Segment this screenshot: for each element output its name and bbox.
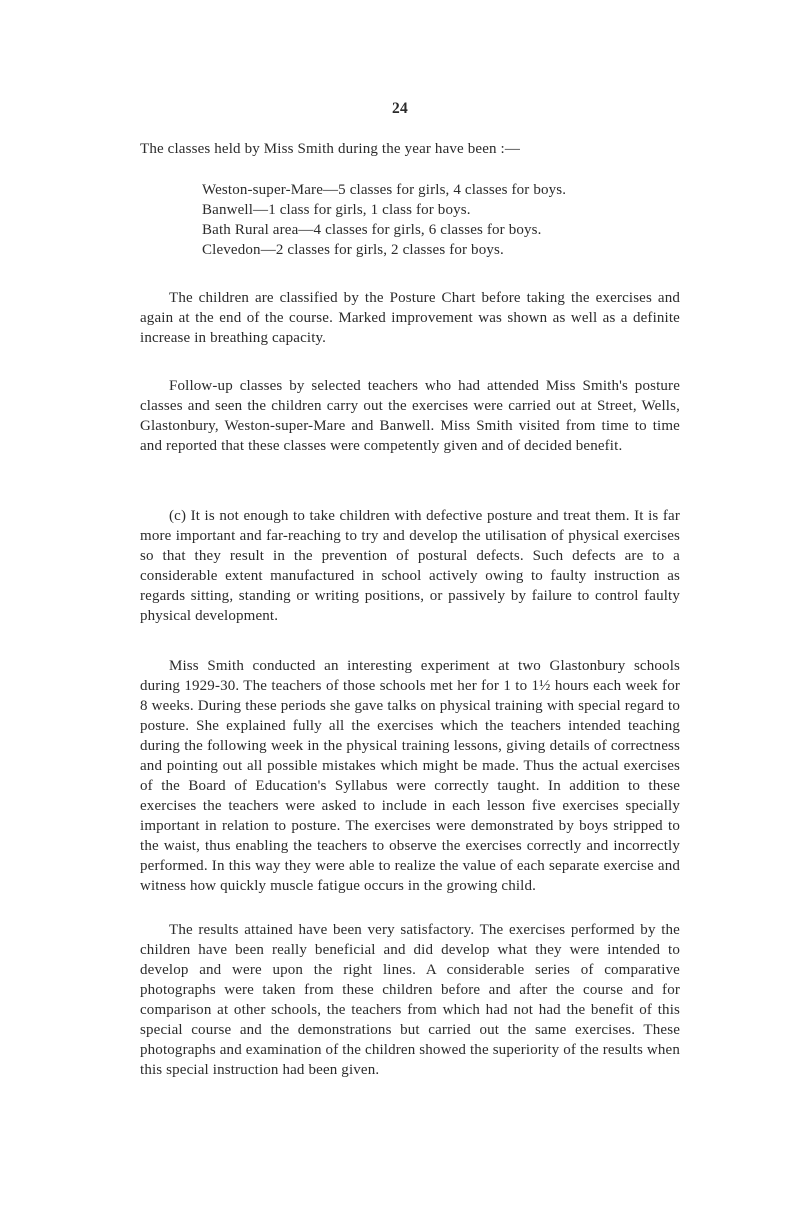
class-list-item-weston: Weston-super-Mare—5 classes for girls, 4 classes for boys. — [202, 182, 567, 198]
class-list — [202, 180, 682, 260]
paragraph-prevention: (c) It is not enough to take children with defective posture and treat them. It is far more important and far-reaching to try and develop the utilisation of physical exercises so that they result in the prevention of postural defects. Such defects are to a considerable extent manufactured in school actively owing to faulty instruction as regards sitting, standing or writing positions, or passively by failure to control faulty physical development. — [140, 508, 680, 624]
class-list-item-bath: Bath Rural area—4 classes for girls, 6 classes for boys. — [202, 222, 542, 238]
class-list-item-clevedon: Clevedon—2 classes for girls, 2 classes for boys. — [202, 242, 504, 258]
intro-line: The classes held by Miss Smith during the year have been :— — [140, 141, 521, 157]
class-list-item-banwell: Banwell—1 class for girls, 1 class for boys. — [202, 202, 471, 218]
paragraph-results: The results attained have been very satisfactory. The exercises performed by the children have been really beneficial and did develop what they were intended to develop and were upon the right lines. A considerable series of comparative photographs were taken from these children before and after the course and for comparison at other schools, the teachers from which had not had the benefit of this special course and the demonstrations but carried out the same exercises. These photographs and examination of the children showed the superiority of the results when this special instruction had been given. — [140, 922, 680, 1078]
page-number: 24 — [391, 100, 409, 117]
paragraph-posture-chart: The children are classified by the Posture Chart before taking the exercises and again at the end of the course. Marked improvement was shown as well as a definite increase in breathing capacity. — [140, 290, 680, 346]
paragraph-glastonbury-experiment: Miss Smith conducted an interesting experiment at two Glastonbury schools during 1929-30. The teachers of those schools met her for 1 to 1½ hours each week for 8 weeks. During these periods she gave talks on physical training with special regard to posture. She explained fully all the exercises which the teachers intended teaching during the following week in the physical training lessons, giving details of correctness and pointing out all possible mistakes which might be made. Thus the actual exercises of the Board of Education's Syllabus were correctly taught. In addition to these exercises the teachers were asked to include in each lesson five exercises specially important in relation to posture. The exercises were demonstrated by boys stripped to the waist, thus enabling the teachers to observe the exercises correctly and incorrectly performed. In this way they were able to realize the value of each separate exercise and witness how quickly muscle fatigue occurs in the growing child. — [140, 658, 680, 894]
paragraph-follow-up-classes: Follow-up classes by selected teachers who had attended Miss Smith's posture classes and seen the children carry out the exercises were carried out at Street, Wells, Glastonbury, Weston-super-Mare and Banwell. Miss Smith visited from time to time and reported that these classes were competently given and of decided benefit. — [140, 378, 680, 454]
